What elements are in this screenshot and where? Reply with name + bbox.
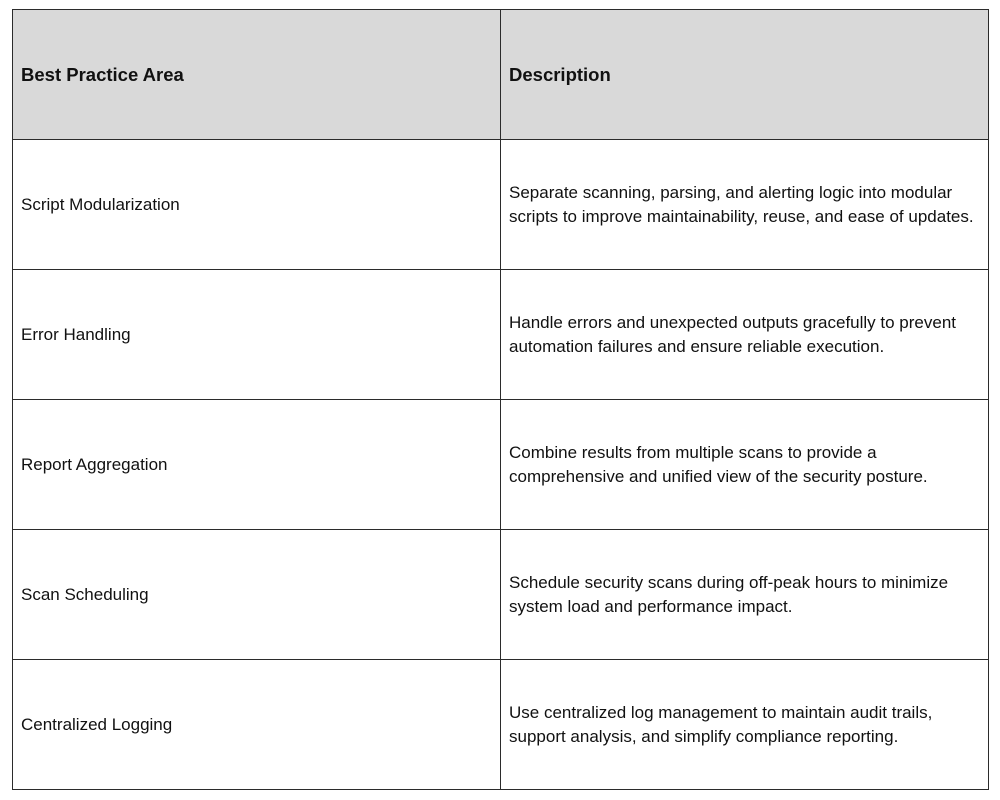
description-cell: Schedule security scans during off-peak hours to minimize system load and performance impact. (501, 530, 989, 660)
area-cell: Script Modularization (13, 140, 501, 270)
table-row (13, 140, 989, 270)
header-row (13, 10, 989, 140)
area-cell: Centralized Logging (13, 660, 501, 790)
table-header (13, 10, 989, 140)
area-cell: Error Handling (13, 270, 501, 400)
table-row (13, 400, 989, 530)
table-row (13, 530, 989, 660)
table-body (13, 140, 989, 790)
description-cell: Combine results from multiple scans to provide a comprehensive and unified view of the security posture. (501, 400, 989, 530)
area-cell: Scan Scheduling (13, 530, 501, 660)
table-row (13, 660, 989, 790)
area-cell: Report Aggregation (13, 400, 501, 530)
description-cell: Handle errors and unexpected outputs gracefully to prevent automation failures and ensure reliable execution. (501, 270, 989, 400)
description-cell: Separate scanning, parsing, and alerting logic into modular scripts to improve maintainability, reuse, and ease of updates. (501, 140, 989, 270)
header-description: Description (501, 10, 989, 140)
description-cell: Use centralized log management to maintain audit trails, support analysis, and simplify compliance reporting. (501, 660, 989, 790)
best-practices-table (12, 9, 989, 790)
table-row (13, 270, 989, 400)
header-best-practice-area: Best Practice Area (13, 10, 501, 140)
